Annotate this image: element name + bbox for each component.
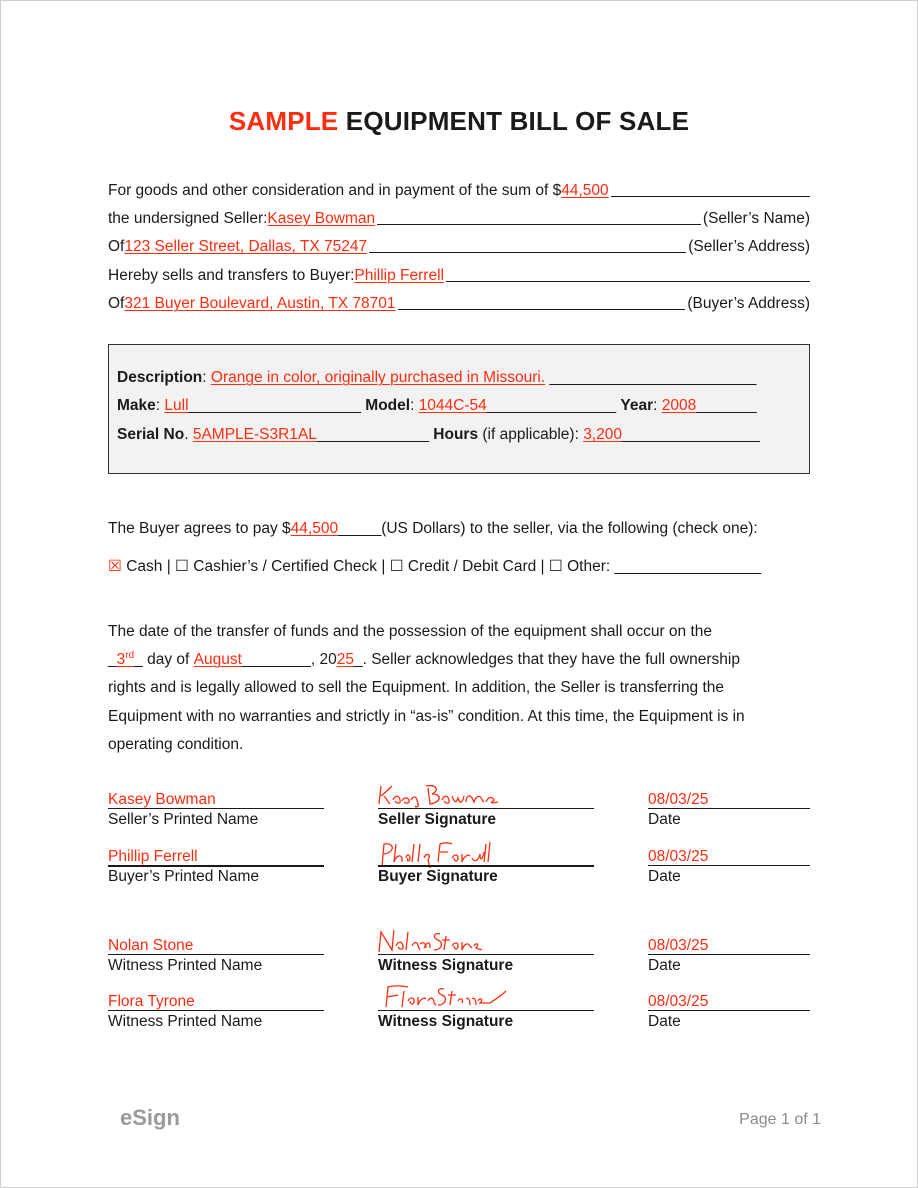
cash-label: Cash | bbox=[121, 558, 176, 575]
seller-name-label: (Seller’s Name) bbox=[702, 210, 810, 227]
intro-line-buyer-address bbox=[108, 293, 810, 313]
seller-address-text: Of bbox=[108, 238, 125, 255]
transfer-year[interactable]: 25 bbox=[336, 651, 354, 668]
seller-signature-line bbox=[378, 808, 594, 809]
seller-address-blank bbox=[369, 252, 686, 253]
make-blank: ____________________ bbox=[188, 397, 361, 414]
witness2-printed-name[interactable]: Flora Tyrone bbox=[108, 993, 195, 1010]
other-blank[interactable]: _________________ bbox=[614, 558, 762, 575]
buyer-printed-name-label: Buyer’s Printed Name bbox=[108, 868, 260, 885]
serial-hours-line: Serial No. 5AMPLE-S3R1AL_____________ Hours (if applicable): 3,200________________ bbox=[117, 426, 760, 443]
buyer-address-value[interactable]: 321 Buyer Boulevard, Austin, TX 78701 bbox=[124, 295, 396, 312]
title-sample: SAMPLE bbox=[228, 106, 339, 136]
esign-logo: eSign bbox=[120, 1105, 180, 1130]
seller-text: the undersigned Seller: bbox=[108, 210, 268, 227]
transfer-month[interactable]: August bbox=[193, 651, 242, 668]
buyer-text: Hereby sells and transfers to Buyer: bbox=[108, 267, 355, 284]
description-value[interactable]: Orange in color, originally purchased in Missouri. bbox=[210, 369, 546, 386]
witness2-signature-image[interactable] bbox=[380, 983, 510, 1011]
witness1-printed-name-line bbox=[108, 954, 324, 955]
witness1-date-line bbox=[648, 954, 810, 955]
year-label: Year bbox=[620, 397, 654, 414]
seller-name-value[interactable]: Kasey Bowman bbox=[267, 210, 376, 227]
buyer-name-value[interactable]: Phillip Ferrell bbox=[354, 267, 444, 284]
seller-address-value[interactable]: 123 Seller Street, Dallas, TX 75247 bbox=[124, 238, 368, 255]
buyer-address-text: Of bbox=[108, 295, 125, 312]
year-blank: _______ bbox=[696, 397, 757, 414]
payment-text-before: The Buyer agrees to pay $ bbox=[108, 520, 291, 537]
hours-blank: ________________ bbox=[621, 426, 760, 443]
buyer-date-line bbox=[648, 865, 810, 866]
intro-line-buyer bbox=[108, 265, 810, 285]
buyer-date-label: Date bbox=[648, 868, 681, 885]
serial-value[interactable]: 5AMPLE-S3R1AL bbox=[192, 426, 317, 443]
payment-line bbox=[108, 518, 828, 538]
hours-note: (if applicable): bbox=[478, 426, 584, 443]
payment-method-line bbox=[108, 556, 828, 576]
description-blank: ________________________ bbox=[545, 369, 757, 386]
witness1-signature-label: Witness Signature bbox=[378, 957, 514, 974]
transfer-line-2 bbox=[108, 649, 848, 669]
year-trail: _. Seller acknowledges that they have the full ownership bbox=[353, 651, 740, 668]
witness2-signature-line bbox=[378, 1010, 594, 1011]
transfer-day-suffix: rd bbox=[125, 649, 135, 661]
hours-value[interactable]: 3,200 bbox=[583, 426, 622, 443]
credit-label: Credit / Debit Card | bbox=[403, 558, 549, 575]
seller-signature-image[interactable] bbox=[376, 782, 506, 810]
credit-checkbox[interactable]: ☐ bbox=[389, 558, 404, 575]
witness1-printed-name-label: Witness Printed Name bbox=[108, 957, 263, 974]
transfer-line-5 bbox=[108, 734, 848, 754]
witness2-signature-label: Witness Signature bbox=[378, 1013, 514, 1030]
transfer-text-1: The date of the transfer of funds and the possession of the equipment shall occur on the bbox=[108, 623, 713, 640]
witness2-printed-name-line bbox=[108, 1010, 324, 1011]
cashier-label: Cashier’s / Certified Check | bbox=[188, 558, 390, 575]
sum-blank bbox=[611, 196, 810, 197]
intro-line-seller-address bbox=[108, 236, 810, 256]
page-number: Page 1 of 1 bbox=[739, 1111, 821, 1128]
buyer-date[interactable]: 08/03/25 bbox=[648, 848, 709, 865]
witness2-date[interactable]: 08/03/25 bbox=[648, 993, 709, 1010]
seller-printed-name-line bbox=[108, 808, 324, 809]
seller-signature-label: Seller Signature bbox=[378, 811, 497, 828]
buyer-address-label: (Buyer’s Address) bbox=[687, 295, 810, 312]
seller-printed-name-label: Seller’s Printed Name bbox=[108, 811, 259, 828]
buyer-printed-name-line bbox=[108, 865, 324, 867]
cashier-checkbox[interactable]: ☐ bbox=[175, 558, 189, 575]
seller-printed-name[interactable]: Kasey Bowman bbox=[108, 791, 216, 808]
intro-line-seller bbox=[108, 208, 810, 228]
seller-name-blank bbox=[377, 224, 701, 225]
witness2-date-label: Date bbox=[648, 1013, 681, 1030]
witness1-signature-image[interactable] bbox=[376, 928, 486, 956]
transfer-text-3: rights and is legally allowed to sell the Equipment. In addition, the Seller is transferring the bbox=[108, 679, 725, 696]
year-value[interactable]: 2008 bbox=[661, 397, 697, 414]
make-model-year-line: Make: Lull____________________ Model: 1044C-54_______________ Year: 2008_______ bbox=[117, 397, 757, 414]
seller-date-label: Date bbox=[648, 811, 681, 828]
payment-amount-blank: _____ bbox=[338, 520, 382, 537]
buyer-signature-label: Buyer Signature bbox=[378, 868, 498, 885]
transfer-line-3 bbox=[108, 677, 848, 697]
equipment-details-box bbox=[108, 344, 810, 474]
serial-label: Serial No bbox=[117, 426, 185, 443]
seller-address-label: (Seller’s Address) bbox=[688, 238, 810, 255]
witness2-date-line bbox=[648, 1010, 810, 1011]
intro-line-sum bbox=[108, 180, 810, 200]
cash-checkbox[interactable]: ☒ bbox=[108, 558, 122, 575]
hours-label: Hours bbox=[433, 426, 479, 443]
buyer-signature-image[interactable] bbox=[378, 840, 498, 868]
serial-blank: _____________ bbox=[316, 426, 429, 443]
description-line: Description: Orange in color, originally purchased in Missouri. ________________________ bbox=[117, 369, 757, 386]
witness1-date-label: Date bbox=[648, 957, 681, 974]
buyer-signature-line bbox=[378, 865, 594, 867]
sum-value[interactable]: 44,500 bbox=[561, 182, 609, 199]
transfer-line-4 bbox=[108, 706, 848, 726]
model-value[interactable]: 1044C-54 bbox=[418, 397, 487, 414]
other-label: Other: bbox=[562, 558, 615, 575]
model-blank: _______________ bbox=[486, 397, 617, 414]
transfer-day[interactable] bbox=[117, 650, 135, 669]
description-label: Description bbox=[117, 369, 203, 386]
title-text: EQUIPMENT BILL OF SALE bbox=[338, 106, 690, 136]
month-trail: ________, 20 bbox=[241, 651, 337, 668]
payment-amount[interactable]: 44,500 bbox=[290, 520, 339, 537]
seller-date[interactable]: 08/03/25 bbox=[648, 791, 709, 808]
witness1-signature-line bbox=[378, 954, 594, 955]
transfer-text-5: operating condition. bbox=[108, 736, 244, 753]
make-value[interactable]: Lull bbox=[164, 397, 189, 414]
transfer-text-4: Equipment with no warranties and strictly in “as-is” condition. At this time, the Equipment is in bbox=[108, 708, 745, 725]
witness2-printed-name-label: Witness Printed Name bbox=[108, 1013, 263, 1030]
witness1-printed-name[interactable]: Nolan Stone bbox=[108, 937, 194, 954]
transfer-line-1 bbox=[108, 621, 848, 641]
witness1-date[interactable]: 08/03/25 bbox=[648, 937, 709, 954]
other-checkbox[interactable]: ☐ bbox=[548, 558, 563, 575]
day-pre: _ bbox=[108, 651, 117, 668]
buyer-name-blank bbox=[446, 281, 810, 282]
payment-text-after: (US Dollars) to the seller, via the following (check one): bbox=[381, 520, 758, 537]
seller-date-line bbox=[648, 808, 810, 809]
document-title bbox=[0, 106, 918, 137]
buyer-address-blank bbox=[398, 309, 686, 310]
buyer-printed-name[interactable]: Phillip Ferrell bbox=[108, 848, 198, 865]
transfer-day-number: 3 bbox=[116, 651, 126, 668]
sum-text: For goods and other consideration and in payment of the sum of $ bbox=[108, 182, 562, 199]
day-post: _ day of bbox=[134, 651, 194, 668]
make-label: Make bbox=[117, 397, 156, 414]
model-label: Model bbox=[365, 397, 411, 414]
